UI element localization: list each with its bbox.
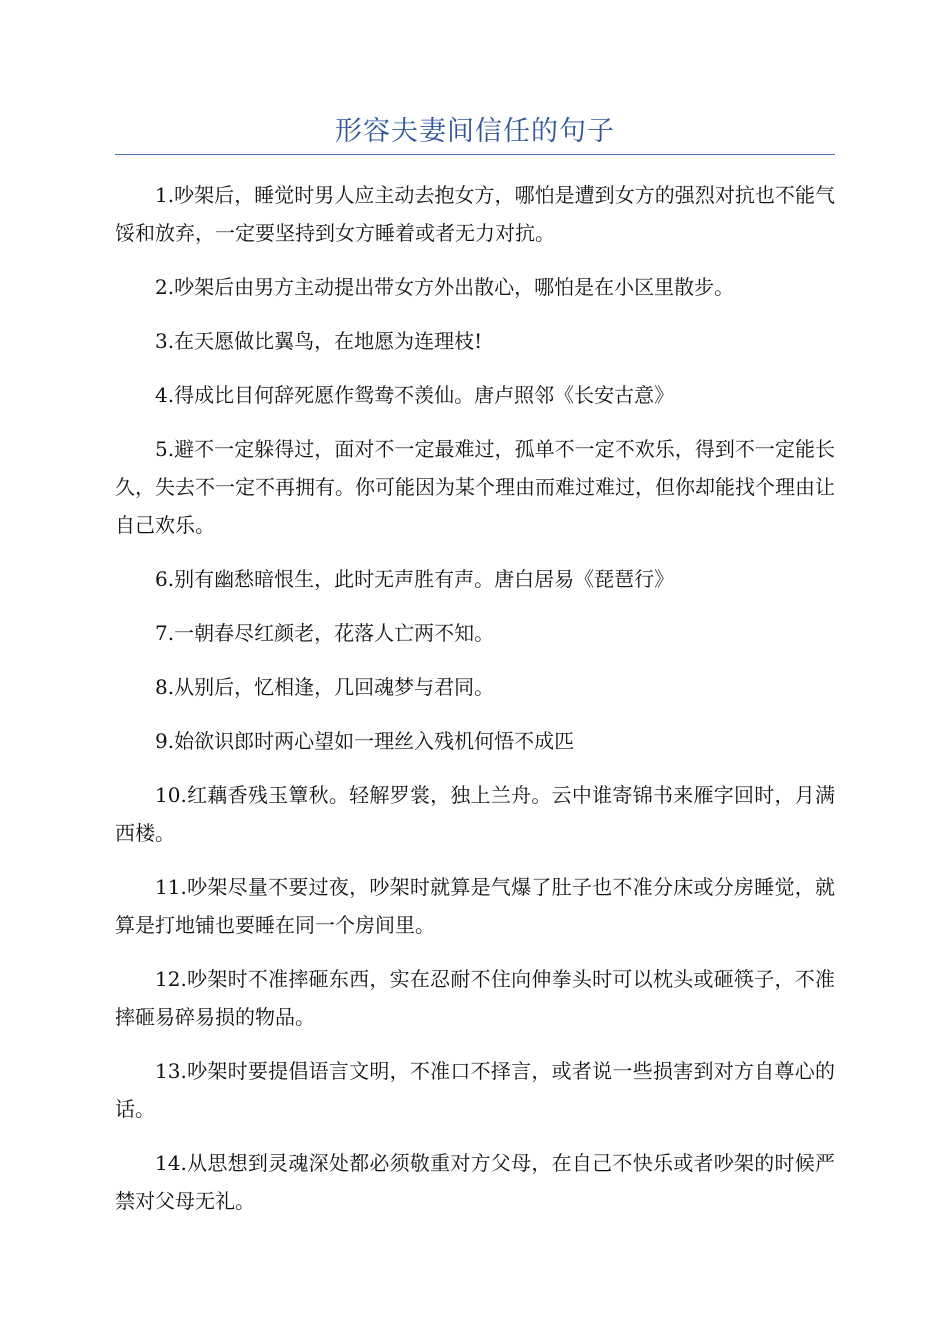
title-underline xyxy=(115,154,835,155)
paragraph-2: 2.吵架后由男方主动提出带女方外出散心，哪怕是在小区里散步。 xyxy=(155,275,735,299)
paragraph-6: 6.别有幽愁暗恨生，此时无声胜有声。唐白居易《琵琶行》 xyxy=(155,567,675,591)
paragraph-3: 3.在天愿做比翼鸟，在地愿为连理枝! xyxy=(155,329,483,353)
paragraph-7: 7.一朝春尽红颜老，花落人亡两不知。 xyxy=(155,621,495,645)
document-body xyxy=(115,176,835,1236)
paragraph-12: 12.吵架时不准摔砸东西，实在忍耐不住向伸拳头时可以枕头或砸筷子，不准摔砸易碎易损的物品。 xyxy=(115,967,835,1029)
paragraph-5: 5.避不一定躲得过，面对不一定最难过，孤单不一定不欢乐，得到不一定能长久，失去不一定不再拥有。你可能因为某个理由而难过难过，但你却能找个理由让自己欢乐。 xyxy=(115,437,835,537)
document-title: 形容夫妻间信任的句子 xyxy=(335,116,615,147)
paragraph-4: 4.得成比目何辞死愿作鸳鸯不羡仙。唐卢照邻《长安古意》 xyxy=(155,383,675,407)
paragraph-14: 14.从思想到灵魂深处都必须敬重对方父母，在自己不快乐或者吵架的时候严禁对父母无礼。 xyxy=(115,1151,835,1213)
paragraph-13: 13.吵架时要提倡语言文明，不准口不择言，或者说一些损害到对方自尊心的话。 xyxy=(115,1059,835,1121)
paragraph-11: 11.吵架尽量不要过夜，吵架时就算是气爆了肚子也不准分床或分房睡觉，就算是打地铺也要睡在同一个房间里。 xyxy=(115,875,835,937)
paragraph-8: 8.从别后，忆相逢，几回魂梦与君同。 xyxy=(155,675,495,699)
paragraph-1: 1.吵架后，睡觉时男人应主动去抱女方，哪怕是遭到女方的强烈对抗也不能气馁和放弃，一定要坚持到女方睡着或者无力对抗。 xyxy=(115,183,835,245)
paragraph-9: 9.始欲识郎时两心望如一理丝入残机何悟不成匹 xyxy=(155,729,575,753)
paragraph-10: 10.红藕香残玉簟秋。轻解罗裳，独上兰舟。云中谁寄锦书来雁字回时，月满西楼。 xyxy=(115,783,835,845)
